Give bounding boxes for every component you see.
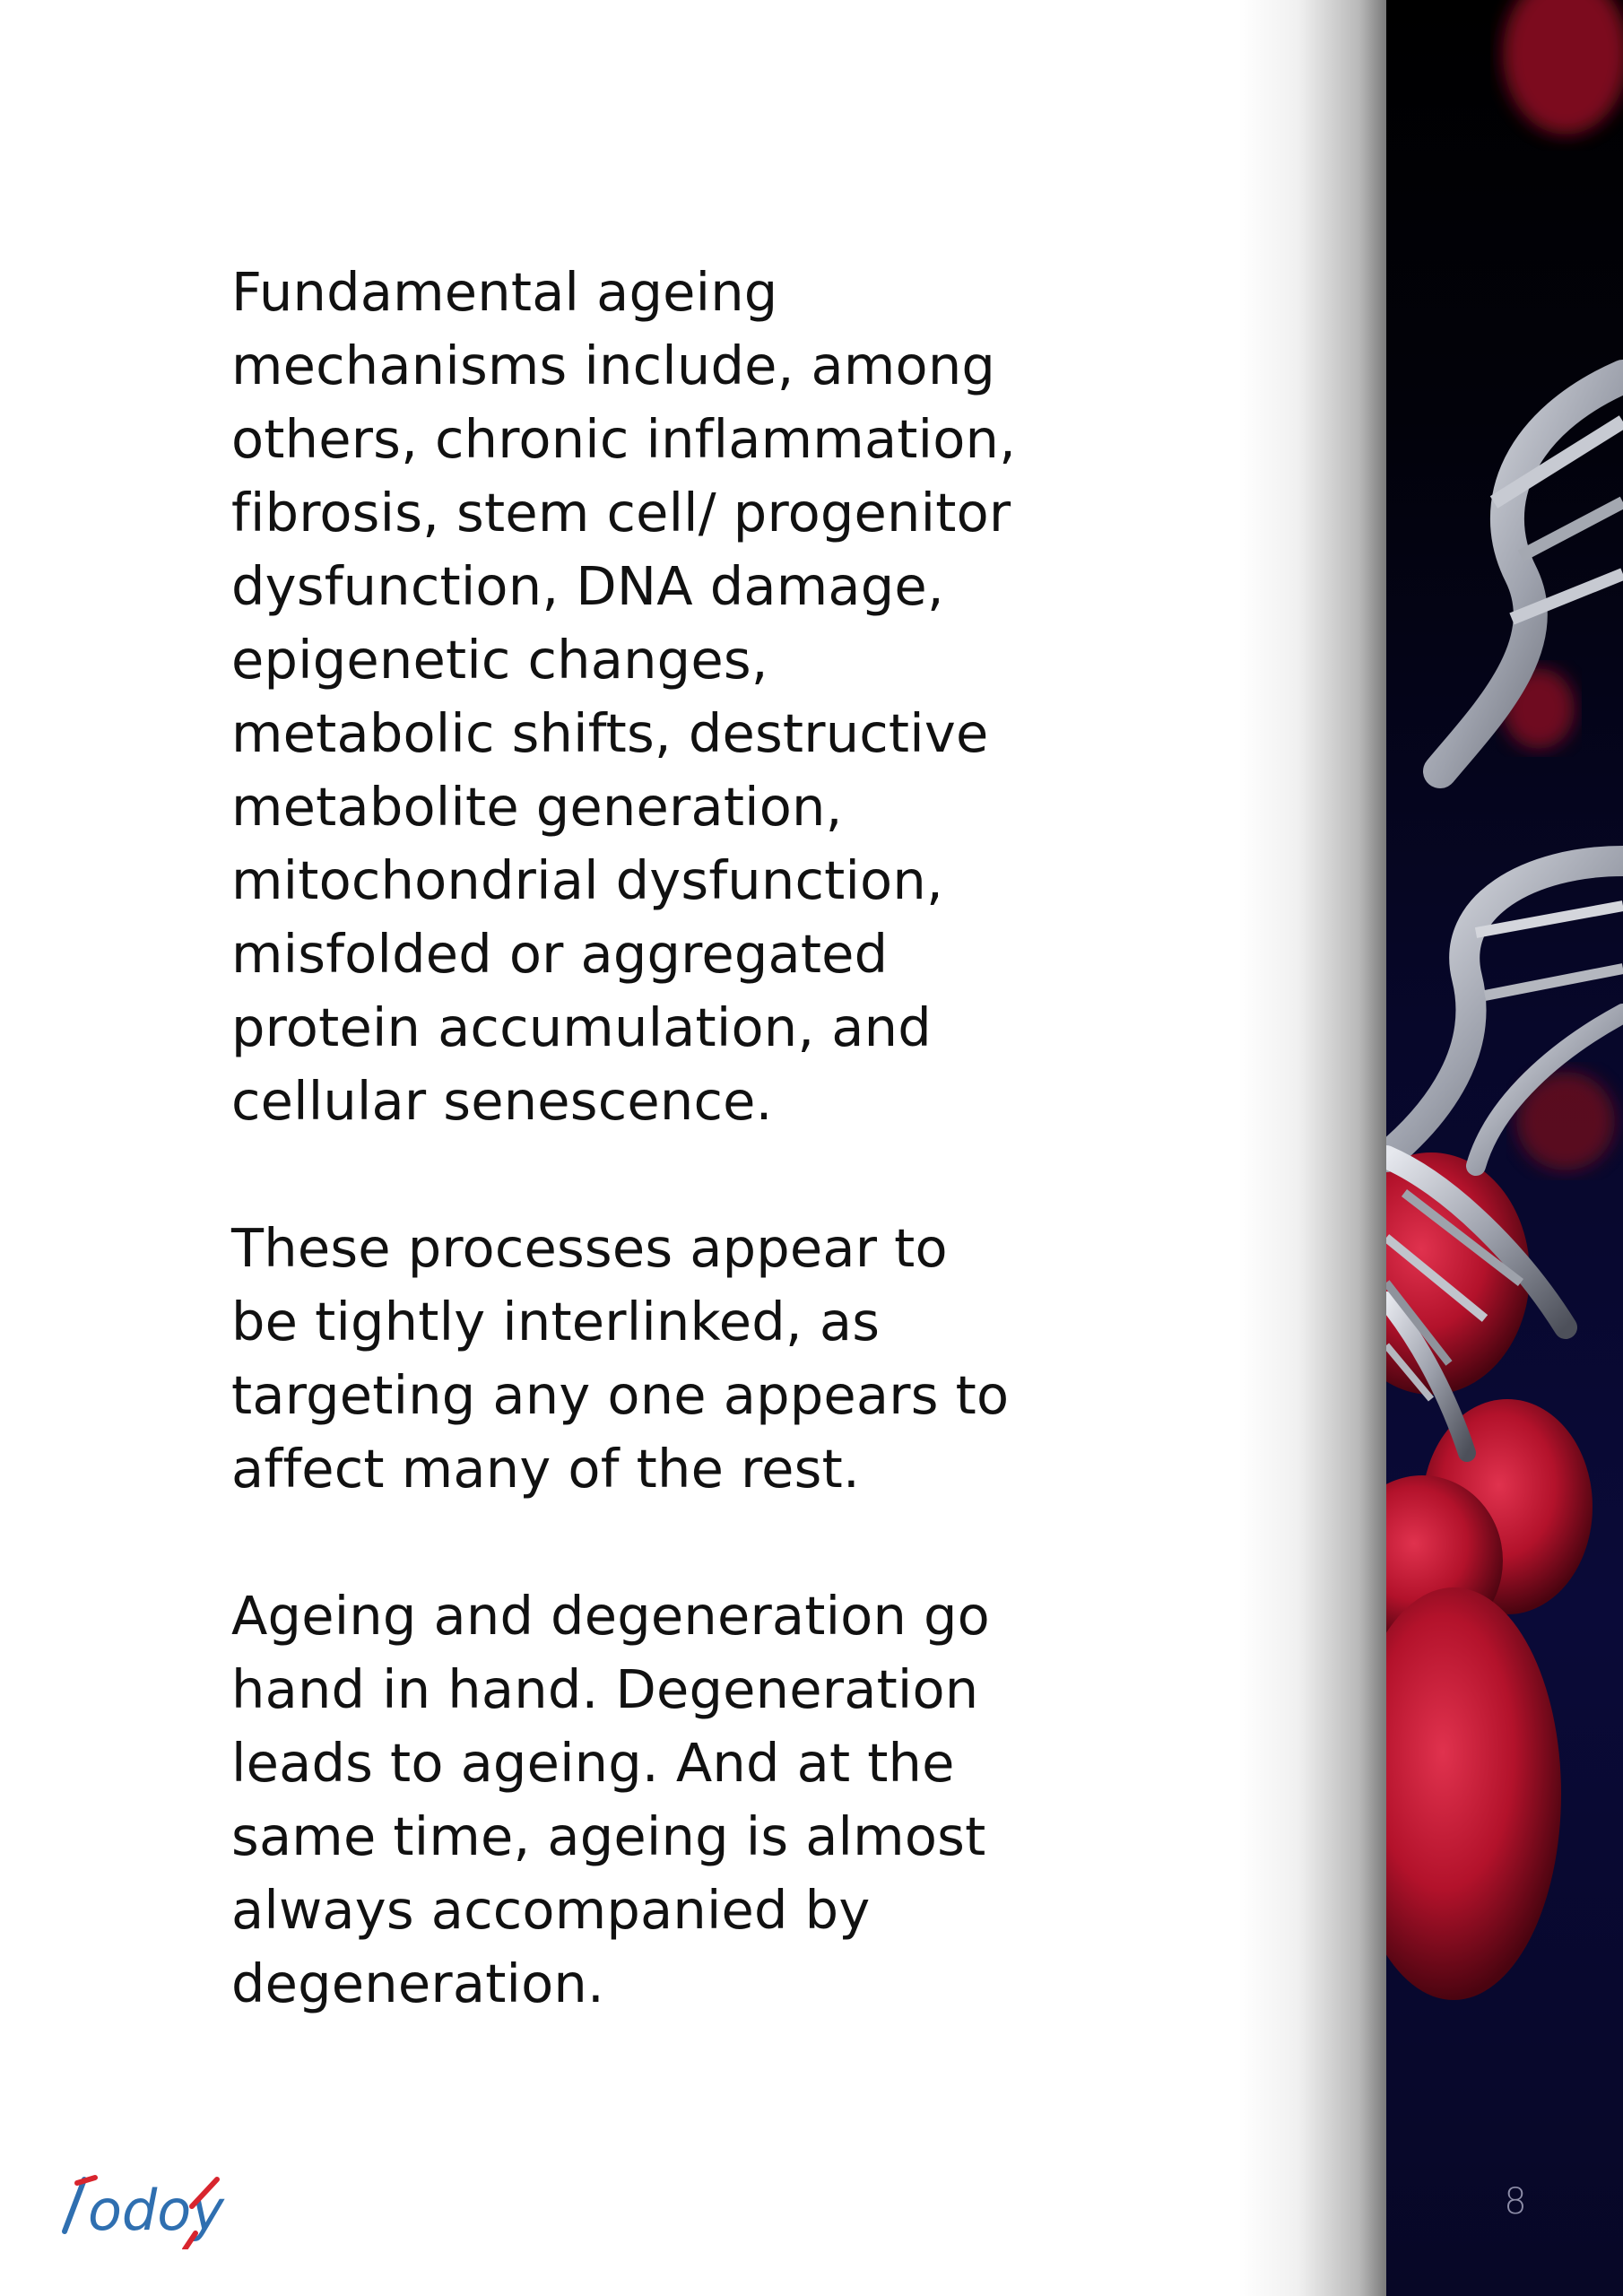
text-line: cellular senescence. [231,1070,773,1132]
text-line: mechanisms include, among [231,335,996,396]
text-line: always accompanied by [231,1879,871,1941]
text-line: epigenetic changes, [231,629,768,691]
text-line: others, chronic inflammation, [231,408,1017,470]
body-text [231,256,1128,2021]
paragraph-2 [231,1212,1128,1506]
text-line: targeting any one appears to [231,1364,1010,1426]
text-line: fibrosis, stem cell/ progenitor [231,482,1011,544]
page-fold-shadow [1237,0,1390,2296]
text-line: be tightly interlinked, as [231,1291,881,1352]
text-line: affect many of the rest. [231,1438,860,1500]
text-line: dysfunction, DNA damage, [231,555,944,617]
dna-illustration [1386,0,1623,2296]
text-line: leads to ageing. And at the [231,1732,955,1794]
text-line: These processes appear to [231,1217,948,1279]
text-line: protein accumulation, and [231,996,932,1058]
text-line: metabolite generation, [231,776,843,838]
brand-logo-mark [59,2169,239,2249]
text-line: Fundamental ageing [231,261,778,323]
svg-text:odoy: odoy [88,2178,224,2243]
text-line: mitochondrial dysfunction, [231,849,943,911]
text-line: misfolded or aggregated [231,923,889,985]
text-line: Ageing and degeneration go [231,1585,990,1647]
brand-logo [59,2169,239,2249]
text-line: metabolic shifts, destructive [231,702,989,764]
paragraph-3 [231,1579,1128,2021]
text-line: hand in hand. Degeneration [231,1658,979,1720]
page-number: 8 [1504,2181,1527,2222]
text-line: same time, ageing is almost [231,1805,986,1867]
paragraph-1 [231,256,1128,1138]
text-line: degeneration. [231,1952,604,2014]
dna-helix-image [1386,0,1623,2296]
